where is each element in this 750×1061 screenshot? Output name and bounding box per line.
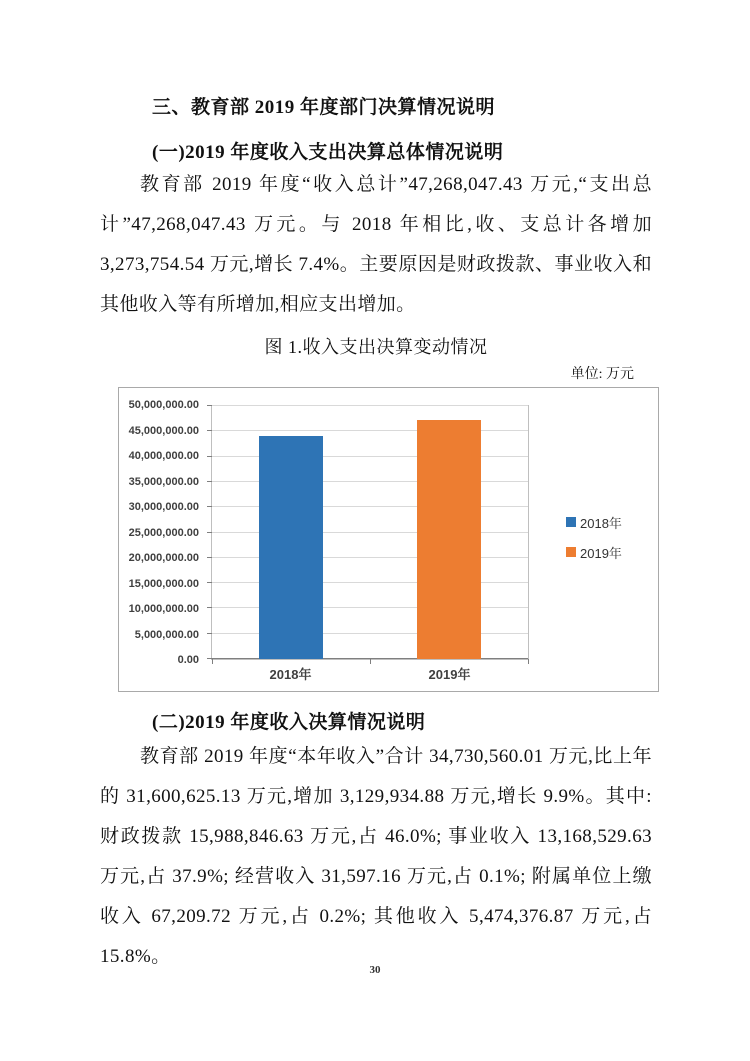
bar-chart <box>118 387 659 692</box>
sub-heading-income-details: (二)2019 年度收入决算情况说明 <box>152 712 426 733</box>
y-axis-tick-label: 5,000,000.00 <box>134 628 199 641</box>
y-tick-mark <box>207 557 212 558</box>
y-axis-tick-label: 15,000,000.00 <box>128 577 199 590</box>
plot-area <box>211 405 529 660</box>
y-tick-mark <box>207 582 212 583</box>
y-axis-tick-label: 45,000,000.00 <box>128 424 199 437</box>
y-axis-tick-label: 0.00 <box>177 654 199 666</box>
y-tick-mark <box>207 481 212 482</box>
y-tick-mark <box>207 456 212 457</box>
legend-label: 2018年 <box>580 515 622 531</box>
legend-item <box>566 512 622 532</box>
y-tick-mark <box>207 506 212 507</box>
y-axis-tick-label: 25,000,000.00 <box>128 526 199 539</box>
x-axis-category-label: 2018年 <box>269 667 312 682</box>
bar-2018 <box>259 436 323 659</box>
y-tick-mark <box>207 532 212 533</box>
y-axis-tick-label: 30,000,000.00 <box>128 501 199 513</box>
y-tick-mark <box>207 430 212 431</box>
figure-title: 图 1.收入支出决算变动情况 <box>264 337 488 357</box>
y-tick-mark <box>207 633 212 634</box>
x-axis-category-label: 2019年 <box>428 667 471 682</box>
bar-2019 <box>417 420 481 659</box>
legend-swatch-icon <box>566 517 576 527</box>
y-axis-tick-label: 40,000,000.00 <box>128 450 199 462</box>
y-tick-mark <box>207 405 212 406</box>
section-heading: 三、教育部 2019 年度部门决算情况说明 <box>152 97 496 118</box>
y-axis <box>119 399 205 666</box>
chart-unit-label: 单位: 万元 <box>570 367 634 382</box>
gridline <box>212 405 528 406</box>
legend-item <box>566 542 622 562</box>
paragraph-overview: 教育部 2019 年度“收入总计”47,268,047.43 万元,“支出总计”47,268,047.43 万元。与 2018 年相比,收、支总计各增加 3,273,754.54 万元,增长 7.4%。主要原因是财政拨款、事业收入和其他收入等有所增加,相应支出增加。 <box>100 174 652 315</box>
sub-heading-income-expense-overview: (一)2019 年度收入支出决算总体情况说明 <box>152 142 504 163</box>
y-tick-mark <box>207 607 212 608</box>
x-axis <box>211 664 529 684</box>
y-axis-tick-label: 50,000,000.00 <box>128 399 199 411</box>
y-axis-tick-label: 10,000,000.00 <box>128 603 199 615</box>
paragraph-income-details: 教育部 2019 年度“本年收入”合计 34,730,560.01 万元,比上年的 31,600,625.13 万元,增加 3,129,934.88 万元,增长 9.9%。其中: 财政拨款 15,988,846.63 万元,占 46.0%; 事业收入 13,168,529.63 万元,占 37.9%; 经营收入 31,597.16 万元,占 0.1%; 附属单位上缴收入 67,209.72 万元,占 0.2%; 其他收入 5,474,376.87 万元,占 15.8%。 <box>100 746 652 967</box>
chart-legend <box>566 512 622 572</box>
legend-swatch-icon <box>566 547 576 557</box>
y-axis-tick-label: 35,000,000.00 <box>128 475 199 488</box>
page-number: 30 <box>369 964 381 976</box>
legend-label: 2019年 <box>580 545 622 561</box>
y-axis-tick-label: 20,000,000.00 <box>128 552 199 564</box>
